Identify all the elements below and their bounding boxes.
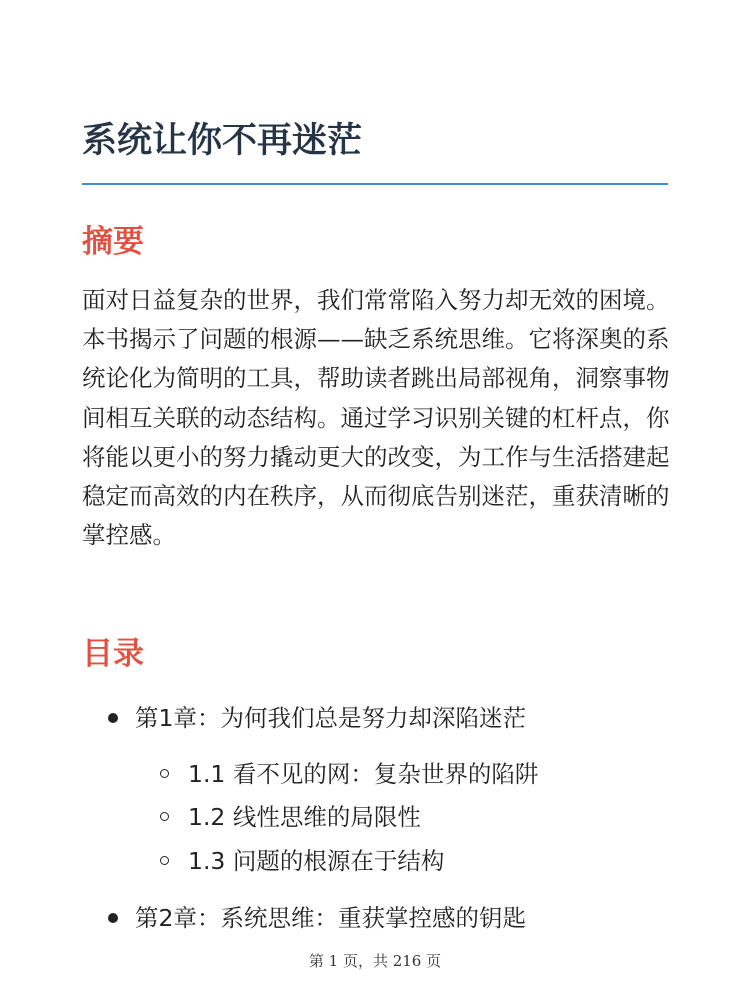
bullet-circle-icon (160, 856, 169, 865)
bullet-disc-icon (108, 713, 118, 723)
toc-section-1-2 (160, 801, 421, 833)
title-divider (82, 183, 668, 185)
toc-chapter-label: 第1章：为何我们总是努力却深陷迷茫 (135, 704, 526, 732)
document-title: 系统让你不再迷茫 (82, 121, 363, 161)
toc-heading: 目录 (82, 636, 144, 672)
bullet-disc-icon (108, 913, 118, 923)
bullet-circle-icon (160, 769, 169, 778)
toc-section-label: 1.3 问题的根源在于结构 (188, 847, 445, 875)
document-page (82, 0, 668, 1000)
bullet-circle-icon (160, 812, 169, 821)
summary-paragraph: 面对日益复杂的世界，我们常常陷入努力却无效的困境。本书揭示了问题的根源——缺乏系统思维。它将深奥的系统论化为简明的工具，帮助读者跳出局部视角，洞察事物间相互关联的动态结构。通过学习识别关键的杠杆点，你将能以更小的努力撬动更大的改变，为工作与生活搭建起稳定而高效的内在秩序，从而彻底告别迷茫，重获清晰的掌控感。 (82, 286, 670, 550)
page-footer: 第 1 页，共 216 页 (308, 952, 442, 970)
toc-section-label: 1.1 看不见的网：复杂世界的陷阱 (188, 760, 539, 788)
toc-section-label: 1.2 线性思维的局限性 (188, 803, 421, 831)
toc-section-1-3 (160, 845, 444, 877)
toc-section-1-1 (160, 758, 538, 790)
summary-heading: 摘要 (82, 224, 144, 260)
toc-chapter-label: 第2章：系统思维：重获掌控感的钥匙 (135, 904, 526, 932)
toc-chapter-2 (108, 902, 526, 934)
toc-chapter-1 (108, 702, 526, 734)
